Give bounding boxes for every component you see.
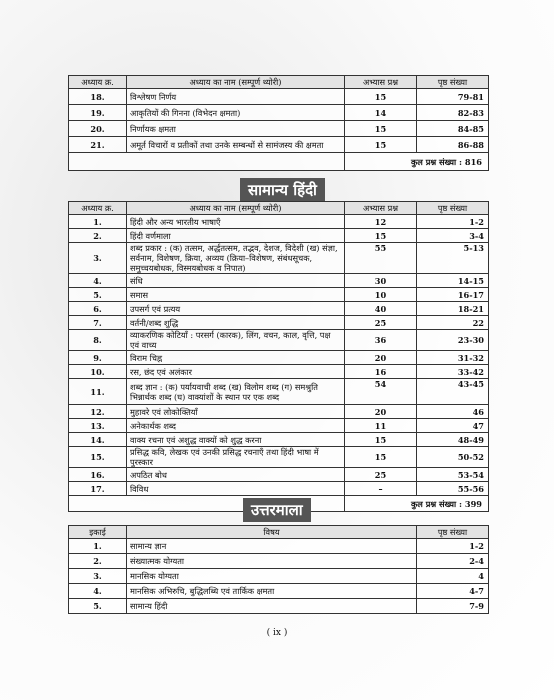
page-range: 1-2: [417, 215, 489, 229]
chapter-no: 17.: [69, 482, 127, 496]
unit-no: 2.: [69, 554, 127, 569]
chapter-name: संधि: [127, 274, 345, 288]
table-row: [69, 302, 489, 316]
table-row: [69, 539, 489, 554]
question-count: 15: [345, 121, 417, 137]
chapter-no: 11.: [69, 379, 127, 405]
contents-table-general-hindi: [68, 201, 489, 512]
question-count: 12: [345, 215, 417, 229]
chapter-name: व्याकरणिक कोटियाँ : परसर्ग (कारक), लिंग, वचन, काल, वृत्ति, पक्ष एवं वाच्य: [127, 330, 345, 351]
table-row: [69, 554, 489, 569]
page-range: 48-49: [417, 433, 489, 447]
table-row: [69, 419, 489, 433]
table-row: [69, 288, 489, 302]
table-row: [69, 569, 489, 584]
page-range: 50-52: [417, 447, 489, 468]
table-row: [69, 365, 489, 379]
chapter-name: समास: [127, 288, 345, 302]
chapter-no: 13.: [69, 419, 127, 433]
unit-no: 5.: [69, 599, 127, 614]
question-count: 36: [345, 330, 417, 351]
col-header-unit: इकाई: [69, 526, 127, 539]
chapter-name: वर्तनी/शब्द शुद्धि: [127, 316, 345, 330]
page-range: 16-17: [417, 288, 489, 302]
chapter-no: 5.: [69, 288, 127, 302]
question-count: 25: [345, 316, 417, 330]
question-count: 55: [345, 243, 417, 274]
subject-name: सामान्य ज्ञान: [127, 539, 417, 554]
question-count: 15: [345, 229, 417, 243]
table-row: [69, 351, 489, 365]
chapter-name: निर्णायक क्षमता: [127, 121, 345, 137]
question-count: 54: [345, 379, 417, 405]
question-count: 20: [345, 405, 417, 419]
chapter-no: 10.: [69, 365, 127, 379]
page-range: 47: [417, 419, 489, 433]
table-header-row: [69, 202, 489, 215]
chapter-no: 16.: [69, 468, 127, 482]
chapter-name: अमूर्त विचारों व प्रतीकों तथा उनके सम्बन्धों से सामंजस्य की क्षमता: [127, 137, 345, 153]
chapter-no: 1.: [69, 215, 127, 229]
table-row: [69, 584, 489, 599]
page-range: 43-45: [417, 379, 489, 405]
chapter-name: विविध: [127, 482, 345, 496]
question-count: 30: [345, 274, 417, 288]
question-count: –: [345, 482, 417, 496]
table-row: [69, 316, 489, 330]
subject-name: संख्यात्मक योग्यता: [127, 554, 417, 569]
table-row: [69, 433, 489, 447]
chapter-name: वाक्य रचना एवं अशुद्ध वाक्यों को शुद्ध करना: [127, 433, 345, 447]
chapter-name: अपठित बोध: [127, 468, 345, 482]
col-header-subject: विषय: [127, 526, 417, 539]
question-count: 40: [345, 302, 417, 316]
col-header-page-number: पृष्ठ संख्या: [417, 202, 489, 215]
page-range: 22: [417, 316, 489, 330]
chapter-no: 6.: [69, 302, 127, 316]
col-header-chapter-name: अध्याय का नाम (सम्पूर्ण थ्योरी): [127, 202, 345, 215]
col-header-chapter-no: अध्याय क्र.: [69, 76, 127, 89]
table-row: [69, 405, 489, 419]
chapter-name: विश्लेषण निर्णय: [127, 89, 345, 105]
table-row: [69, 274, 489, 288]
table-row: [69, 121, 489, 137]
page-range: 5-13: [417, 243, 489, 274]
section-title-general-hindi: सामान्य हिंदी: [240, 178, 325, 202]
question-count: 14: [345, 105, 417, 121]
chapter-name: प्रसिद्ध कवि, लेखक एवं उनकी प्रसिद्ध रचनाएँ तथा हिंदी भाषा में पुरस्कार: [127, 447, 345, 468]
chapter-no: 21.: [69, 137, 127, 153]
question-count: 15: [345, 433, 417, 447]
subject-name: सामान्य हिंदी: [127, 599, 417, 614]
question-count: 16: [345, 365, 417, 379]
chapter-no: 3.: [69, 243, 127, 274]
total-questions: कुल प्रश्न संख्या : 816: [345, 153, 489, 171]
col-header-practice-questions: अभ्यास प्रश्न: [345, 76, 417, 89]
question-count: 10: [345, 288, 417, 302]
page-range: 7-9: [417, 599, 489, 614]
page-range: 3-4: [417, 229, 489, 243]
page-range: 4-7: [417, 584, 489, 599]
page-range: 55-56: [417, 482, 489, 496]
table-row: [69, 599, 489, 614]
col-header-practice-questions: अभ्यास प्रश्न: [345, 202, 417, 215]
chapter-no: 4.: [69, 274, 127, 288]
table-row: [69, 105, 489, 121]
table-row: [69, 447, 489, 468]
table-row: [69, 379, 489, 405]
page-range: 86-88: [417, 137, 489, 153]
page-range: 4: [417, 569, 489, 584]
page-range: 46: [417, 405, 489, 419]
page-range: 33-42: [417, 365, 489, 379]
page-range: 31-32: [417, 351, 489, 365]
table-row: [69, 215, 489, 229]
chapter-name: अनेकार्थक शब्द: [127, 419, 345, 433]
chapter-no: 9.: [69, 351, 127, 365]
page-range: 53-54: [417, 468, 489, 482]
question-count: 11: [345, 419, 417, 433]
unit-no: 3.: [69, 569, 127, 584]
chapter-no: 7.: [69, 316, 127, 330]
subject-name: मानसिक योग्यता: [127, 569, 417, 584]
question-count: 20: [345, 351, 417, 365]
col-header-chapter-no: अध्याय क्र.: [69, 202, 127, 215]
chapter-name: आकृतियों की गिनना (विभेदन क्षमता): [127, 105, 345, 121]
page-range: 82-83: [417, 105, 489, 121]
page-range: 23-30: [417, 330, 489, 351]
subject-name: मानसिक अभिरुचि, बुद्धिलब्धि एवं तार्किक क्षमता: [127, 584, 417, 599]
question-count: 15: [345, 89, 417, 105]
col-header-chapter-name: अध्याय का नाम (सम्पूर्ण थ्योरी): [127, 76, 345, 89]
chapter-no: 12.: [69, 405, 127, 419]
table-row: [69, 243, 489, 274]
page-range: 84-85: [417, 121, 489, 137]
chapter-name: रस, छंद एवं अलंकार: [127, 365, 345, 379]
table-row: [69, 468, 489, 482]
col-header-page-number: पृष्ठ संख्या: [417, 526, 489, 539]
chapter-name: शब्द ज्ञान : (क) पर्यायवाची शब्द (ख) विलोम शब्द (ग) समश्रुति भिन्नार्थक शब्द (घ) वाक्यांशों के स्थान पर एक शब्द: [127, 379, 345, 405]
table-row: [69, 229, 489, 243]
section-title-answer-key: उत्तरमाला: [243, 498, 311, 522]
question-count: 15: [345, 447, 417, 468]
table-row: [69, 482, 489, 496]
chapter-name: हिंदी और अन्य भारतीय भाषाएँ: [127, 215, 345, 229]
contents-table-reasoning: [68, 75, 489, 171]
chapter-name: हिंदी वर्णमाला: [127, 229, 345, 243]
question-count: 15: [345, 137, 417, 153]
chapter-no: 14.: [69, 433, 127, 447]
page-number: ( ix ): [266, 628, 288, 638]
unit-no: 4.: [69, 584, 127, 599]
table-header-row: [69, 76, 489, 89]
page-range: 14-15: [417, 274, 489, 288]
table-row: [69, 89, 489, 105]
chapter-no: 8.: [69, 330, 127, 351]
question-count: 25: [345, 468, 417, 482]
page-range: 79-81: [417, 89, 489, 105]
page-range: 1-2: [417, 539, 489, 554]
total-row: [69, 153, 489, 171]
chapter-no: 2.: [69, 229, 127, 243]
table-row: [69, 137, 489, 153]
unit-no: 1.: [69, 539, 127, 554]
table-header-row: [69, 526, 489, 539]
chapter-name: विराम चिह्न: [127, 351, 345, 365]
col-header-page-number: पृष्ठ संख्या: [417, 76, 489, 89]
chapter-no: 15.: [69, 447, 127, 468]
chapter-no: 20.: [69, 121, 127, 137]
chapter-name: उपसर्ग एवं प्रत्यय: [127, 302, 345, 316]
table-row: [69, 330, 489, 351]
chapter-name: शब्द प्रकार : (क) तत्सम, अर्द्धतत्सम, तद्भव, देशज, विदेशी (ख) संज्ञा, सर्वनाम, विशेषण, क्रिया, अव्यय (क्रिया–विशेषण, संबंधसूचक, समुच्चयबोधक, विस्मयबोधक व निपात): [127, 243, 345, 274]
chapter-no: 19.: [69, 105, 127, 121]
chapter-name: मुहावरे एवं लोकोक्तियाँ: [127, 405, 345, 419]
total-questions: कुल प्रश्न संख्या : 399: [345, 496, 489, 512]
page-range: 18-21: [417, 302, 489, 316]
answer-key-table: [68, 525, 489, 614]
chapter-no: 18.: [69, 89, 127, 105]
page-range: 2-4: [417, 554, 489, 569]
